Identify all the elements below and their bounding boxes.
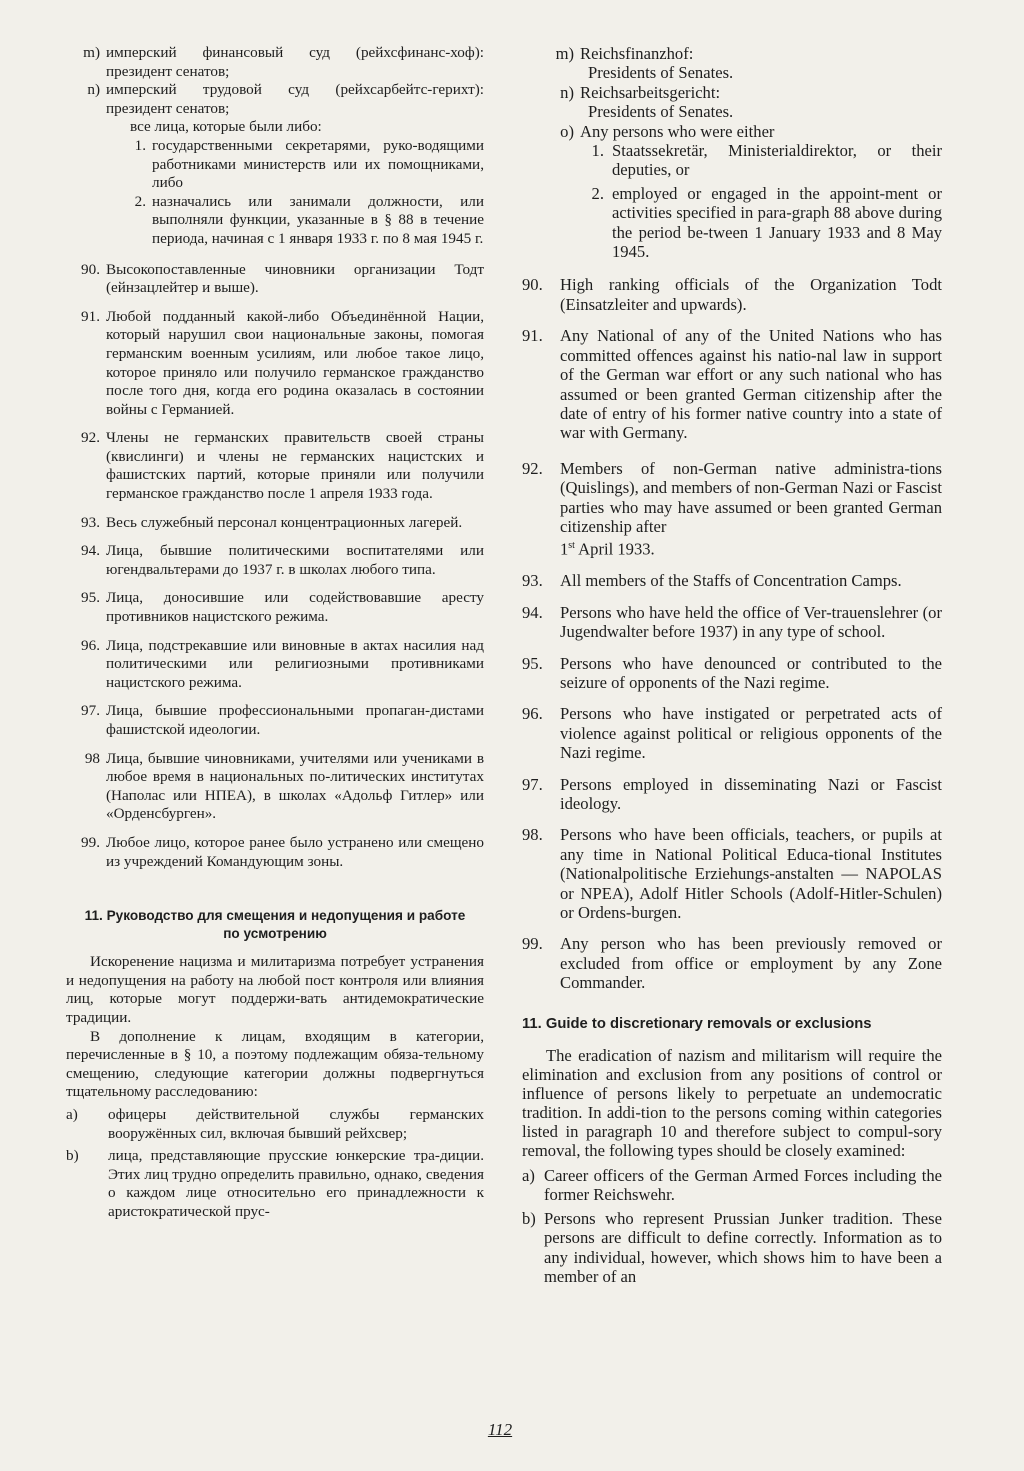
para-number: 98.: [522, 825, 543, 845]
ru-section-title: 11. Руководство для смещения и недопущения и работе по усмотрению: [84, 908, 466, 942]
para-text: Any National of any of the United Nations who has committed offences against his natio-nal law in support of the German war effort or any such national who has assumed or been granted German citizenship after the date of entry of his former native country into a state of war with Germany.: [560, 326, 942, 443]
para-text: Весь служебный персонал концентрационных лагерей.: [106, 513, 463, 531]
en-item-n-continuation: Presidents of Senates.: [588, 102, 734, 122]
ru-item-b: [66, 1147, 484, 1221]
ru-para-95: [66, 589, 484, 626]
ru-body-paragraph-1: Искоренение нацизма и милитаризма потребует устранения и недопущения на работу на любой пост контроля или влияния лиц, которые могут поддержи-вать антидемократические традиции.: [66, 953, 484, 1026]
en-body-paragraph: The eradication of nazism and militarism will require the elimination and exclusion from any positions of control or influence of persons likely to perpetuate an undemocratic tradition. In addi-tion to the persons coming within categories listed in paragraph 10 and therefore subject to compul-sory removal, the following types should be closely examined:: [522, 1046, 942, 1160]
item-text: имперский финансовый суд (рейхсфинанс-хоф): президент сенатов;: [106, 44, 484, 80]
item-number: 2.: [591, 183, 604, 203]
english-column: [522, 44, 942, 1286]
ru-para-98: [66, 750, 484, 824]
item-text: Staatssekretär, Ministerialdirektor, or their deputies, or: [612, 141, 942, 180]
para-92-text: Members of non-German native administra-tions (Quislings), and members of non-German Nazi or Fascist parties who may have assumed or been granted German citizenship after: [560, 458, 942, 536]
para-number: 99.: [81, 833, 100, 851]
item-text: назначались или занимали должности, или выполняли функции, указанные в § 88 в течение периода, начиная с 1 января 1933 г. по 8 мая 1945 г.: [152, 192, 484, 247]
para-text: Члены не германских правительств своей страны (квислинги) и члены не германских нацистских и фашистских партий, которые приняли или получили германское гражданство после 1 апреля 1933 года.: [106, 429, 484, 503]
para-number: 90.: [81, 260, 100, 278]
para-number: 93.: [81, 513, 100, 531]
en-para-97: [522, 775, 942, 814]
en-para-91: [522, 326, 942, 442]
item-number: b): [66, 1147, 79, 1165]
ru-all-persons-line: все лица, которые были либо:: [130, 118, 322, 136]
item-number: 2.: [134, 192, 146, 210]
item-text: Any persons who were either: [580, 121, 775, 141]
ru-para-94: [66, 542, 484, 579]
item-number: m): [555, 44, 574, 63]
en-subitem-2: [522, 184, 942, 262]
para-92-date-rest: April 1933.: [574, 539, 655, 559]
item-number: b): [522, 1208, 536, 1228]
en-para-96: [522, 704, 942, 762]
en-para-98: [522, 825, 942, 922]
item-text: Persons who represent Prussian Junker tradition. These persons are difficult to define correctly. Information as to any individual, however, which shows him to have been a member of an: [544, 1208, 942, 1287]
en-item-n: [522, 83, 942, 102]
para-number: 94.: [81, 542, 100, 560]
item-number: n): [87, 81, 100, 99]
para-number: 92.: [81, 429, 100, 447]
item-number: n): [560, 82, 574, 102]
para-text: Любое лицо, которое ранее было устранено или смещено из учреждений Командующим зоны.: [106, 833, 484, 870]
para-text: Лица, бывшие чиновниками, учителями или учениками в любое время в национальных по-литических институтах (Наполас или НПЕА), в школах «Адольф Гитлер» или «Орденсбурген».: [106, 749, 484, 823]
para-number: 94.: [522, 602, 543, 622]
ru-subitem-2: [66, 193, 484, 249]
para-number: 97.: [522, 774, 543, 794]
para-number: 99.: [522, 934, 543, 954]
en-para-92: [522, 459, 942, 560]
para-text: Любой подданный какой-либо Объединённой Нации, который нарушил свои национальные законы, помогая германским военным усилиям, или любое такое лицо, которое приняло или получило германское гражданство после того дня, когда его родина оказалась в состоянии войны с Германией.: [106, 307, 484, 418]
item-text: имперский трудовой суд (рейхсарбейтс-герихт): президент сенатов;: [106, 81, 484, 117]
page-number: 112: [487, 1420, 513, 1439]
en-item-m: [522, 44, 942, 63]
para-text: All members of the Staffs of Concentration Camps.: [560, 571, 902, 591]
para-text: Persons who have instigated or perpetrated acts of violence against political or religious opponents of the Nazi regime.: [560, 704, 942, 763]
en-item-o: [522, 122, 942, 141]
para-text: Any person who has been previously removed or excluded from office or employment by any Zone Commander.: [560, 934, 942, 993]
item-text: employed or engaged in the appoint-ment or activities specified in para-graph 88 above during the period be-tween 1 January 1933 and 8 May 1945.: [612, 183, 942, 262]
para-number: 90.: [522, 275, 543, 295]
para-text: Лица, бывшие профессиональными пропаган-дистами фашистской идеологии.: [106, 702, 484, 738]
para-text: Лица, подстрекавшие или виновные в актах насилия над политическими или религиозными противниками нацистского режима.: [106, 636, 484, 691]
para-number: 98: [84, 749, 100, 767]
para-number: 91.: [81, 307, 100, 325]
ru-para-93: [66, 514, 484, 533]
en-para-99: [522, 934, 942, 992]
para-number: 97.: [81, 702, 100, 720]
ru-para-96: [66, 637, 484, 693]
item-text: Reichsarbeitsgericht:: [580, 82, 721, 102]
item-text: Reichsfinanzhof:: [580, 44, 694, 63]
para-number: 93.: [522, 571, 543, 591]
en-item-m-continuation: Presidents of Senates.: [588, 63, 734, 83]
para-text: Persons employed in disseminating Nazi or Fascist ideology.: [560, 774, 942, 813]
ru-subitem-1: [66, 137, 484, 193]
ru-para-99: [66, 834, 484, 871]
para-text: Лица, бывшие политическими воспитателями или югендвальтерами до 1937 г. в школах любого типа.: [106, 542, 484, 578]
en-para-95: [522, 654, 942, 693]
en-item-b: [522, 1209, 942, 1287]
para-text: [560, 459, 942, 560]
item-text: Career officers of the German Armed Forces including the former Reichswehr.: [544, 1166, 942, 1205]
item-text: офицеры действительной службы германских вооружённых сил, включая бывший рейхсвер;: [108, 1105, 484, 1142]
item-text: государственными секретарями, руко-водящими работниками министерств или их помощниками, либо: [152, 136, 484, 192]
para-number: 96.: [522, 704, 543, 724]
item-number: 1.: [591, 141, 604, 161]
en-section-title: 11. Guide to discretionary removals or exclusions: [522, 1015, 872, 1032]
para-92-date-suffix: st: [568, 540, 575, 552]
ru-para-91: [66, 308, 484, 420]
para-text: Лица, доносившие или содействовавшие аресту противников нацистского режима.: [106, 589, 484, 626]
para-text: Высокопоставленные чиновники организации Тодт (ейнзацлейтер и выше).: [106, 260, 484, 297]
item-number: a): [522, 1166, 535, 1185]
ru-para-97: [66, 702, 484, 739]
en-para-94: [522, 603, 942, 642]
para-number: 91.: [522, 326, 543, 346]
en-para-93: [522, 571, 942, 590]
en-subitem-1: [522, 141, 942, 180]
ru-item-a: [66, 1106, 484, 1143]
para-number: 95.: [81, 589, 100, 607]
ru-item-m: [66, 44, 484, 81]
item-text: лица, представляющие прусские юнкерские тра-диции. Этих лиц трудно определить правильно, однако, сведения о каждом лице относительно его принадлежности к аристократической прус-: [108, 1147, 484, 1220]
en-para-90: [522, 275, 942, 314]
ru-item-n: [66, 81, 484, 118]
para-text: Persons who have denounced or contributed to the seizure of opponents of the Nazi regime.: [560, 653, 942, 692]
para-92-date-day: 1: [560, 539, 569, 559]
item-number: o): [560, 121, 574, 141]
item-number: 1.: [134, 136, 146, 154]
item-number: a): [66, 1105, 78, 1123]
para-number: 92.: [522, 458, 543, 478]
russian-column: [66, 44, 484, 1221]
ru-para-90: [66, 261, 484, 298]
para-text: Persons who have held the office of Ver-trauenslehrer (or Jugendwalter before 1937) in any type of school.: [560, 602, 942, 642]
para-number: 96.: [81, 636, 100, 654]
en-item-a: [522, 1166, 942, 1205]
item-number: m): [83, 44, 100, 61]
para-text: High ranking officials of the Organization Todt (Einsatzleiter and upwards).: [560, 275, 942, 314]
ru-para-92: [66, 429, 484, 503]
para-number: 95.: [522, 653, 543, 673]
para-text: Persons who have been officials, teachers, or pupils at any time in National Political Educa-tional Institutes (Nationalpolitische Erziehungs-anstalten — NAPOLAS or NPEA), Adolf Hitler Schools (Adolf-Hitler-Schulen) or Ordens-burgen.: [560, 825, 942, 922]
ru-body-paragraph-2: В дополнение к лицам, входящим в категории, перечисленные в § 10, а поэтому подлежащим обяза-тельному смещению, следующие категории должны подвергнуться тщательному расследованию:: [66, 1027, 484, 1101]
